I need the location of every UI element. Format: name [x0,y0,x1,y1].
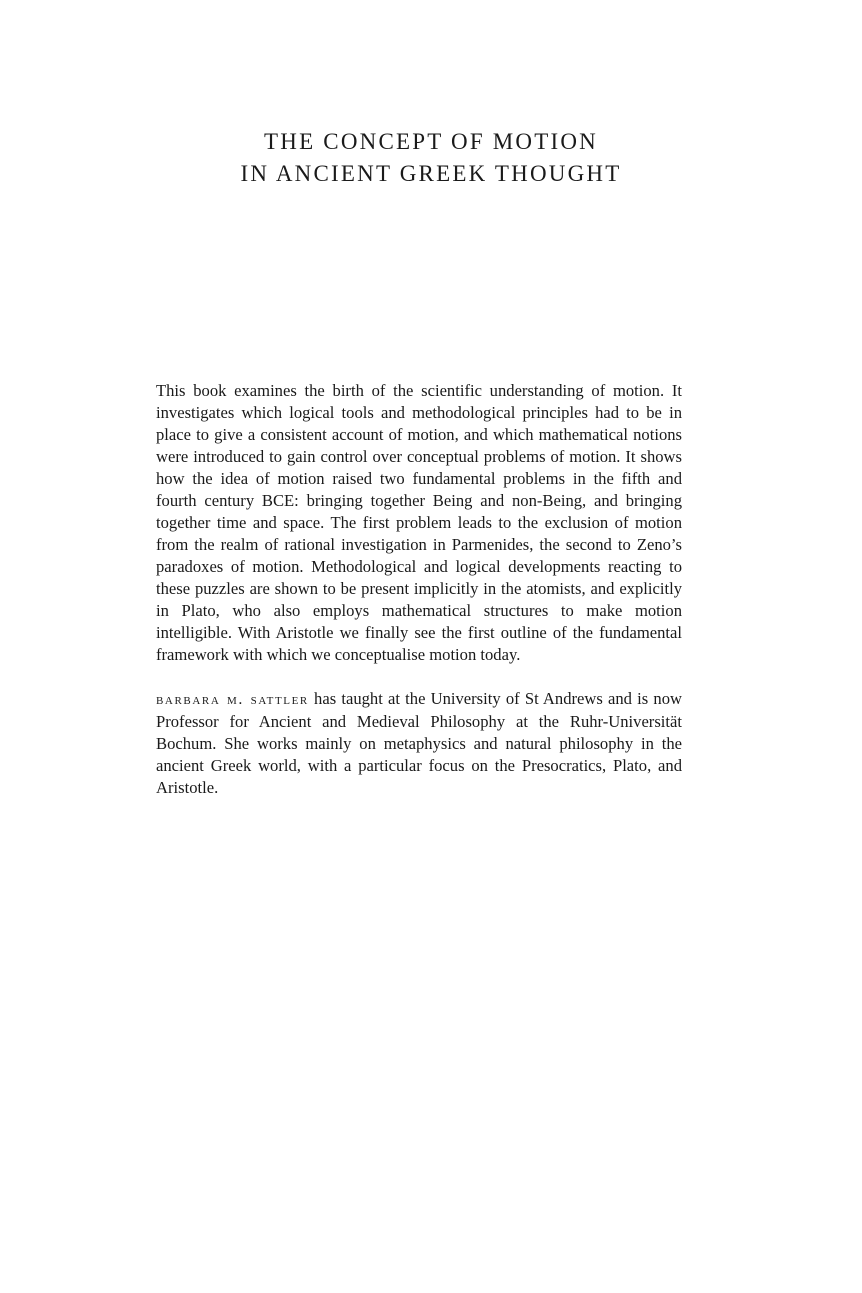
book-blurb [156,380,682,799]
book-title-line-1: THE CONCEPT OF MOTION [264,129,598,154]
book-title-line-2: IN ANCIENT GREEK THOUGHT [240,161,622,186]
author-bio [156,688,682,799]
author-bio-text: has taught at the University of St Andrews and is now Professor for Ancient and Medieval Philosophy at the Ruhr-Universität Bochum. She works mainly on metaphysics and natural philosophy in the ancient Greek world, with a particular focus on the Presocratics, Plato, and Aristotle. [156,689,682,797]
author-name: barbara m. sattler [156,691,309,708]
book-description: This book examines the birth of the scientific understanding of motion. It investigates which logical tools and methodological principles had to be in place to give a consistent account of motion, and which mathematical notions were introduced to gain control over conceptual problems of motion. It shows how the idea of motion raised two fundamental problems in the fifth and fourth century BCE: bringing together Being and non-Being, and bringing together time and space. The first problem leads to the exclusion of motion from the realm of rational investigation in Parmenides, the second to Zeno’s paradoxes of motion. Methodological and logical developments reacting to these puzzles are shown to be present implicitly in the atomists, and explicitly in Plato, who also employs mathematical structures to make motion intelligible. With Aristotle we finally see the first outline of the fundamental framework with which we conceptualise motion today. [156,381,682,664]
book-title [0,126,862,190]
